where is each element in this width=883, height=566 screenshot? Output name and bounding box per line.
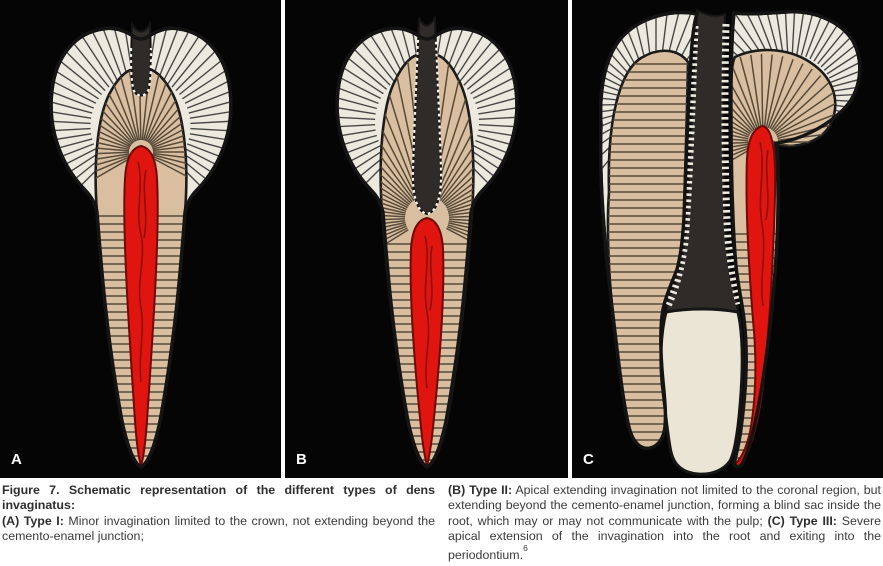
panel-label-b: B [296, 451, 308, 468]
panel-label-a: A [11, 451, 23, 468]
caption-item-a-text: Minor invagination limited to the crown, not extending beyond the cemento-enamel junction; [2, 513, 436, 543]
reference-superscript: 6 [523, 542, 528, 553]
tooth-type-3-diagram [572, 0, 883, 478]
figure-caption [0, 478, 883, 564]
figure-title-paragraph [2, 483, 435, 514]
periodontal-sac-c [661, 309, 742, 474]
caption-item-a-label: (A) Type I: [2, 513, 64, 528]
panel-type-3 [572, 0, 883, 478]
caption-right-column [448, 483, 881, 564]
invagination-pit-a [131, 24, 150, 96]
caption-items-b-c [448, 483, 881, 564]
caption-item-c-text: Severe apical extension of the invagination into the root and exiting into the periodontium. [448, 513, 881, 563]
caption-item-a [2, 514, 435, 545]
caption-item-c-label: (C) Type III: [767, 513, 837, 528]
panel-type-1 [0, 0, 281, 478]
tooth-type-1-diagram [0, 0, 281, 478]
panel-label-c: C [583, 451, 595, 468]
caption-left-column [2, 483, 435, 564]
caption-item-b-label: (B) Type II: [448, 483, 513, 497]
figure-title: Figure 7. Schematic representation of the different types of dens invaginatus: [2, 483, 435, 513]
caption-item-b-text: Apical extending invagination not limited to the coronal region, but extending beyond the cemento-enamel junction, forming a blind sac inside the root, which may or may not communicate with the pulp; [448, 483, 881, 528]
tooth-type-2-diagram [285, 0, 568, 478]
panel-type-2 [285, 0, 568, 478]
